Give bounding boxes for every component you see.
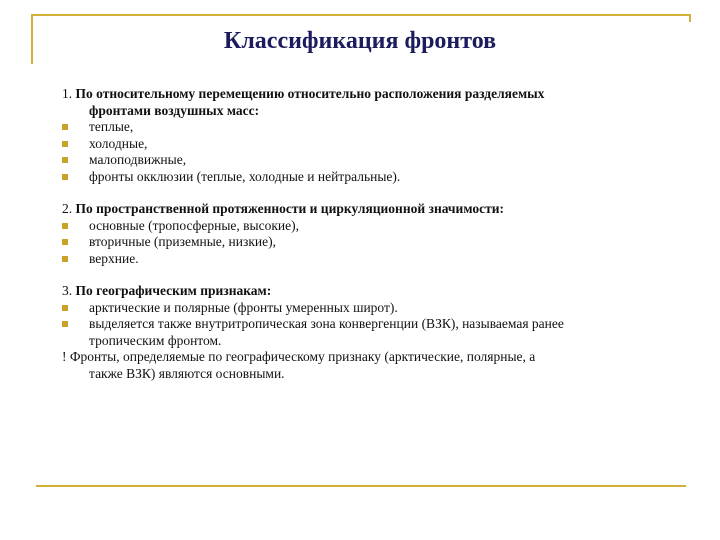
section-number: 1. bbox=[62, 86, 73, 101]
section-3-heading bbox=[62, 283, 662, 300]
section-number: 3. bbox=[62, 283, 73, 298]
note-line: ! Фронты, определяемые по географическому признаку (арктические, полярные, а bbox=[62, 349, 536, 364]
note-line-cont: также ВЗК) являются основными. bbox=[89, 365, 285, 381]
list-item: арктические и полярные (фронты умеренных широт). bbox=[62, 300, 662, 317]
list-item: основные (тропосферные, высокие), bbox=[62, 218, 662, 235]
list-item: теплые, bbox=[62, 119, 662, 136]
section-heading-text: По относительному перемещению относительно расположения разделяемых bbox=[75, 86, 545, 101]
bottom-accent-rule bbox=[36, 485, 686, 487]
list-item: вторичные (приземные, низкие), bbox=[62, 234, 662, 251]
list-item: холодные, bbox=[62, 136, 662, 153]
list-item: выделяется также внутритропическая зона конвергенции (ВЗК), называемая ранее bbox=[62, 316, 662, 333]
page-title: Классификация фронтов bbox=[223, 28, 497, 54]
section-1-heading bbox=[62, 86, 662, 103]
top-right-accent-tick bbox=[689, 14, 691, 22]
content-body bbox=[62, 86, 662, 382]
section-2-heading bbox=[62, 201, 662, 218]
list-item-cont: тропическим фронтом. bbox=[89, 332, 222, 348]
top-accent-rule bbox=[31, 14, 691, 16]
section-1-heading-cont: фронтами воздушных масс: bbox=[89, 102, 260, 118]
list-item: верхние. bbox=[62, 251, 662, 268]
list-item: фронты окклюзии (теплые, холодные и нейтральные). bbox=[62, 169, 662, 186]
section-heading-text: По географическим признакам: bbox=[75, 283, 272, 298]
list-item: малоподвижные, bbox=[62, 152, 662, 169]
section-number: 2. bbox=[62, 201, 73, 216]
section-heading-text: По пространственной протяженности и циркуляционной значимости: bbox=[75, 201, 504, 216]
